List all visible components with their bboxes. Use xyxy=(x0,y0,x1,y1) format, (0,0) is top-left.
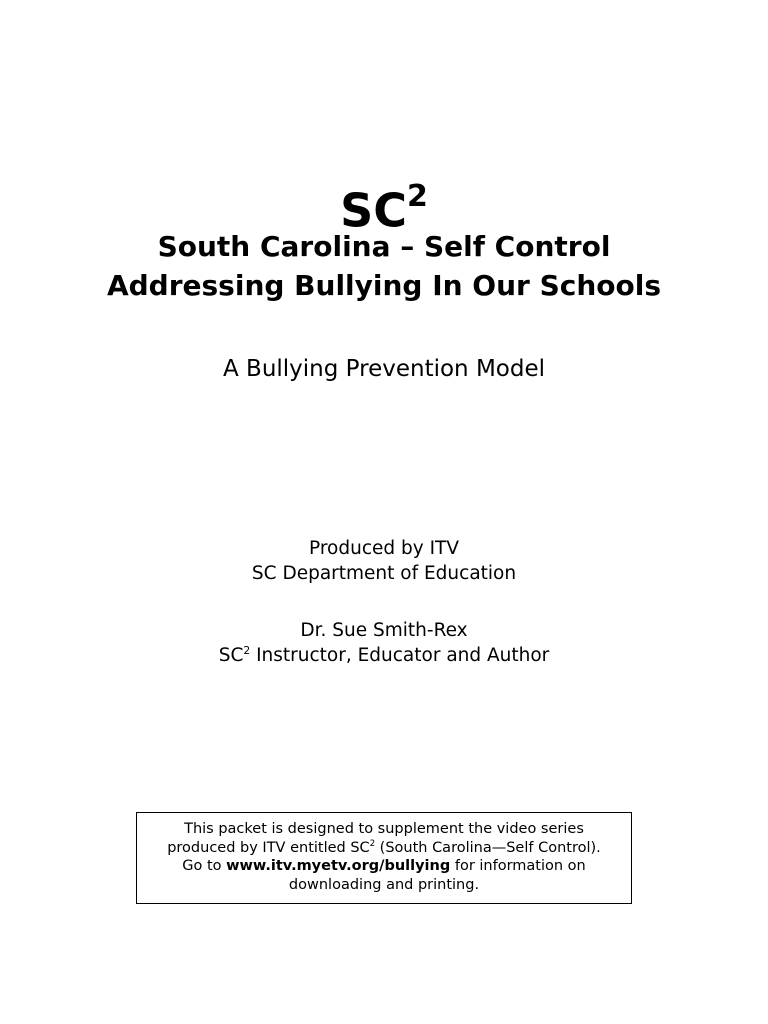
notice-line-4: downloading and printing. xyxy=(288,876,480,893)
bullying-url-link[interactable]: www.itv.myetv.org/bullying xyxy=(226,858,451,874)
subtitle-line-2: Addressing Bullying In Our Schools xyxy=(106,269,662,302)
author-role xyxy=(0,643,768,668)
notice-line-1: This packet is designed to supplement the video series xyxy=(184,821,584,837)
notice-line-3-before: Go to xyxy=(182,858,227,874)
producer-credit: Produced by ITV xyxy=(309,538,459,559)
notice-line-2-after: (South Carolina—Self Control). xyxy=(375,839,601,856)
author-role-prefix: SC xyxy=(218,645,244,666)
notice-line-3-after: for information on xyxy=(450,858,586,874)
notice-box xyxy=(136,812,632,904)
notice-line-2 xyxy=(137,839,631,858)
tagline: A Bullying Prevention Model xyxy=(223,356,545,382)
title-text: SC xyxy=(340,183,407,238)
author-name: Dr. Sue Smith-Rex xyxy=(300,620,468,641)
department-credit: SC Department of Education xyxy=(251,563,517,584)
notice-line-3 xyxy=(137,857,631,876)
subtitle-line-1: South Carolina – Self Control xyxy=(157,230,611,263)
title-superscript: 2 xyxy=(407,179,428,214)
notice-line-2-before: produced by ITV entitled SC xyxy=(167,839,370,856)
notice-superscript: 2 xyxy=(369,837,376,848)
author-role-text: Instructor, Educator and Author xyxy=(250,645,550,666)
author-role-superscript: 2 xyxy=(243,643,251,657)
